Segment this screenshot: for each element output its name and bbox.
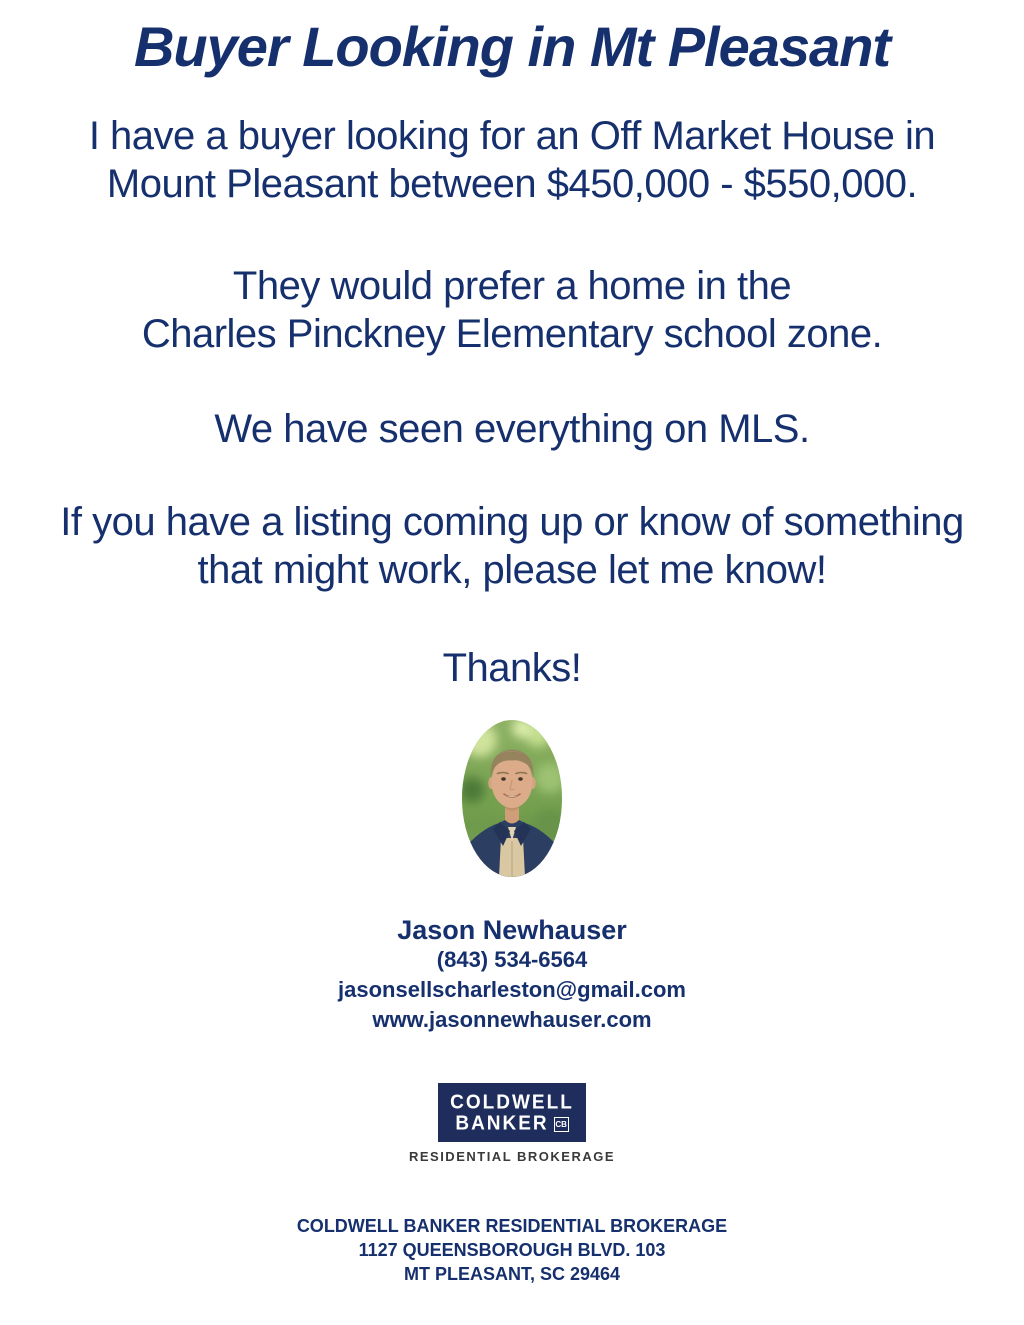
agent-website: www.jasonnewhauser.com: [372, 1007, 652, 1032]
logo-wordmark-coldwell: COLDWELL: [450, 1091, 574, 1114]
agent-photo-container: [0, 720, 1024, 882]
preference-paragraph: [0, 262, 1024, 358]
request-paragraph: [0, 498, 1024, 594]
intro-paragraph: [0, 112, 1024, 208]
mls-paragraph: [0, 405, 1024, 453]
paragraph-line: I have a buyer looking for an Off Market House in: [88, 114, 936, 158]
brand-logo-block: [0, 1083, 1024, 1164]
paragraph-line: If you have a listing coming up or know of something: [60, 500, 964, 544]
cb-mark-icon: CB: [554, 1117, 569, 1132]
agent-email: jasonsellscharleston@gmail.com: [338, 977, 686, 1002]
logo-wordmark-banker: BANKER: [455, 1112, 549, 1135]
agent-photo: [462, 720, 562, 877]
flyer-title: Buyer Looking in Mt Pleasant: [133, 15, 891, 78]
paragraph-line: Mount Pleasant between $450,000 - $550,000.: [106, 162, 918, 206]
paragraph-line: Charles Pinckney Elementary school zone.: [141, 312, 883, 356]
logo-subtitle: RESIDENTIAL BROKERAGE: [408, 1149, 616, 1164]
office-footer: [0, 1214, 1024, 1286]
paragraph-line: They would prefer a home in the: [232, 264, 792, 308]
footer-office-name: COLDWELL BANKER RESIDENTIAL BROKERAGE: [296, 1216, 728, 1236]
contact-block: [0, 915, 1024, 1035]
agent-name: Jason Newhauser: [397, 915, 627, 945]
coldwell-banker-logo: [438, 1083, 586, 1142]
agent-phone: (843) 534-6564: [436, 947, 588, 972]
thanks-text: Thanks!: [442, 646, 582, 690]
paragraph-line: that might work, please let me know!: [197, 548, 827, 592]
footer-address-line1: 1127 QUEENSBOROUGH BLVD. 103: [358, 1240, 666, 1260]
footer-address-line2: MT PLEASANT, SC 29464: [403, 1264, 621, 1284]
paragraph-line: We have seen everything on MLS.: [214, 407, 810, 451]
